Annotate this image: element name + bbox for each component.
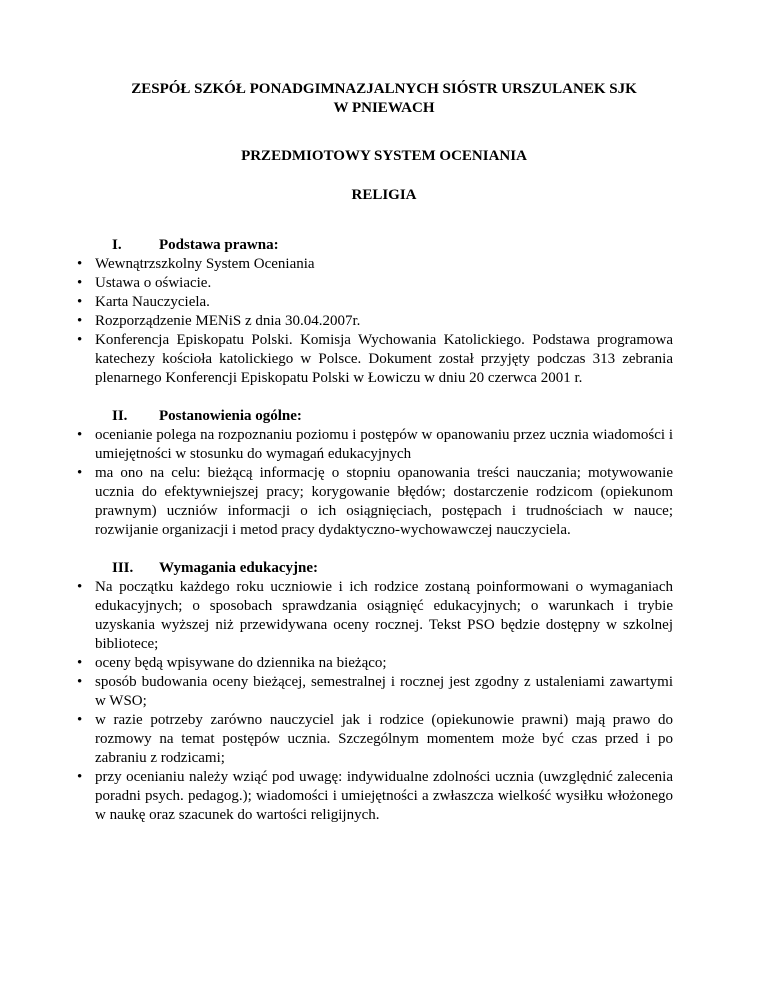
list-item: • Na początku każdego roku uczniowie i ich rodzice zostaną poinformowani o wymaganiach edukacyjnych; o sposobach sprawdzania osiągnięć edukacyjnych; o warunkach i trybie uzyskania wyższej niż przewidywana oceny rocznej. Tekst PSO będzie dostępny w szkolnej bibliotece; <box>95 578 673 654</box>
list-item: • ocenianie polega na rozpoznaniu poziomu i postępów w opanowaniu przez ucznia wiadomości i umiejętności w stosunku do wymagań edukacyjnych <box>95 426 673 464</box>
section-number: II. <box>112 408 128 424</box>
school-name-line1: ZESPÓŁ SZKÓŁ PONADGIMNAZJALNYCH SIÓSTR URSZULANEK SJK <box>131 81 637 97</box>
section-heading-3 <box>112 559 673 578</box>
list-item: • Karta Nauczyciela. <box>95 293 673 312</box>
section-2-list <box>95 426 673 540</box>
school-name <box>95 80 673 118</box>
subject-title: RELIGIA <box>351 187 417 203</box>
list-item: • sposób budowania oceny bieżącej, semestralnej i rocznej jest zgodny z ustaleniami zawartymi w WSO; <box>95 673 673 711</box>
list-item: • Rozporządzenie MENiS z dnia 30.04.2007r. <box>95 312 673 331</box>
section-title: Postanowienia ogólne: <box>159 408 302 424</box>
list-item: • Ustawa o oświacie. <box>95 274 673 293</box>
list-item: • Wewnątrzszkolny System Oceniania <box>95 255 673 274</box>
section-heading-2 <box>112 407 673 426</box>
list-item: • oceny będą wpisywane do dziennika na bieżąco; <box>95 654 673 673</box>
section-title: Podstawa prawna: <box>159 237 279 253</box>
section-number: I. <box>112 237 122 253</box>
section-1-list <box>95 255 673 388</box>
school-name-line2: W PNIEWACH <box>333 100 435 116</box>
section-title: Wymagania edukacyjne: <box>159 560 319 576</box>
section-3-list <box>95 578 673 825</box>
document-title: PRZEDMIOTOWY SYSTEM OCENIANIA <box>241 148 527 164</box>
list-item: • Konferencja Episkopatu Polski. Komisja Wychowania Katolickiego. Podstawa programowa katechezy kościoła katolickiego w Polsce. Dokument został przyjęty podczas 313 zebrania plenarnego Konferencji Episkopatu Polski w Łowiczu w dniu 20 czerwca 2001 r. <box>95 331 673 388</box>
list-item: • ma ono na celu: bieżącą informację o stopniu opanowania treści nauczania; motywowanie ucznia do efektywniejszej pracy; korygowanie błędów; dostarczenie rodzicom (opiekunom prawnym) uczniów informacji o ich osiągnięciach, postępach i trudnościach w nauce; rozwijanie organizacji i metod pracy dydaktyczno-wychowawczej nauczyciela. <box>95 464 673 540</box>
list-item: • w razie potrzeby zarówno nauczyciel jak i rodzice (opiekunowie prawni) mają prawo do rozmowy na temat postępów ucznia. Szczególnym momentem może być czas przed i po zabraniu z rodzicami; <box>95 711 673 768</box>
list-item: • przy ocenianiu należy wziąć pod uwagę: indywidualne zdolności ucznia (uwzględnić zalecenia poradni psych. pedagog.); wiadomości i umiejętności a zwłaszcza wielkość wysiłku włożonego w naukę oraz szacunek do wartości religijnych. <box>95 768 673 825</box>
section-heading-1 <box>112 236 673 255</box>
section-number: III. <box>112 560 134 576</box>
